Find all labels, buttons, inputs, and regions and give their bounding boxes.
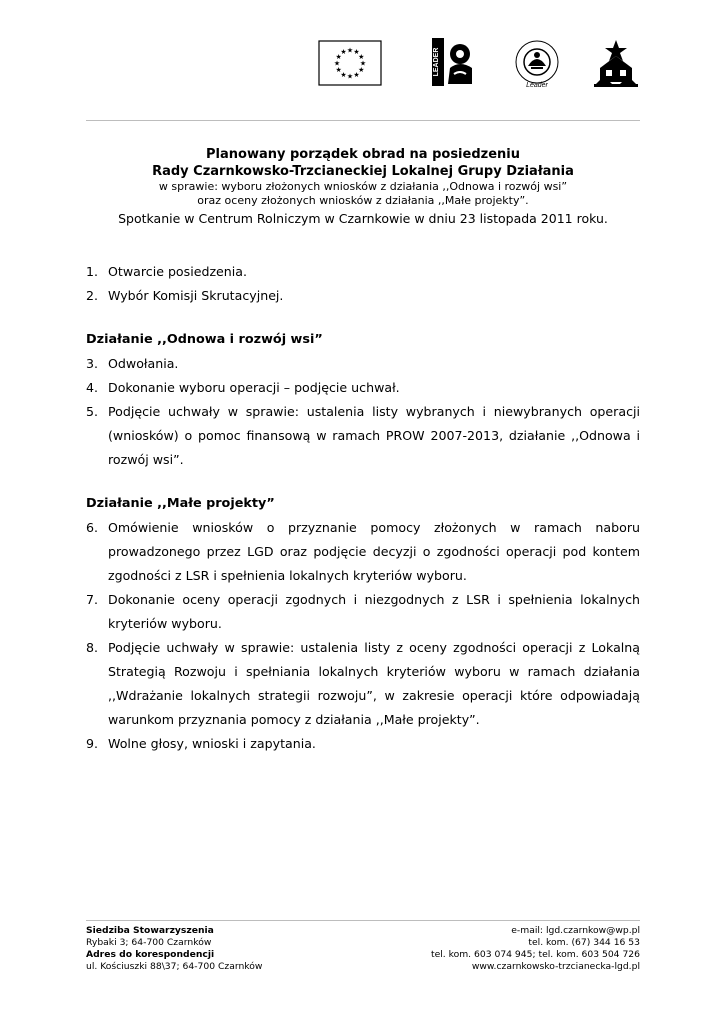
subject-line-2: oraz oceny złożonych wniosków z działania ,,Małe projekty”. <box>197 194 529 207</box>
logo-bar <box>318 38 638 90</box>
list-item: 4. Dokonanie wyboru operacji – podjęcie uchwał. <box>86 380 400 395</box>
leader-vertical-text: LEADER <box>433 47 440 77</box>
mobile-phones: tel. kom. 603 074 945; tel. kom. 603 504 726 <box>430 949 640 960</box>
website-link[interactable]: www.czarnkowsko-trzcianecka-lgd.pl <box>471 961 640 972</box>
subject-line-1: w sprawie: wyboru złożonych wniosków z działania ,,Odnowa i rozwój wsi” <box>158 180 568 193</box>
eu-star-icon: ★ <box>358 66 365 74</box>
list-item: 6. Omówienie wniosków o przyznanie pomocy złożonych w ramach naboru prowadzonego przez LGD oraz podjęcie decyzji o zgodności operacji pod kontem zgodności z LSR i spełnienia lokalnych kryteriów wyboru. <box>86 520 640 583</box>
eu-star-icon: ★ <box>340 70 347 79</box>
leader-logo <box>432 38 478 86</box>
eu-star-icon: ★ <box>346 46 354 55</box>
eu-star-icon: ★ <box>346 72 354 81</box>
eu-star-icon: ★ <box>340 48 347 57</box>
footer-contacts <box>431 925 640 973</box>
list-item: 8. Podjęcie uchwały w sprawie: ustalenia listy z oceny zgodności operacji z Lokalną Strategią Rozwoju i spełniania lokalnych kryteriów wyboru w ramach działania ,,Wdrażanie lokalnych strategii rozwoju”, w zakresie operacji które odpowiadają warunkom przyznania pomocy z działania ,,Małe projekty”. <box>86 640 640 727</box>
list-item: 5. Podjęcie uchwały w sprawie: ustalenia listy wybranych i niewybranych operacji (wniosków) o pomoc finansową w ramach PROW 2007-2013, działanie ,,Odnowa i rozwój wsi”. <box>86 404 640 467</box>
hq-label: Siedziba Stowarzyszenia <box>86 925 214 936</box>
eu-star-icon: ★ <box>335 53 342 61</box>
hq-address: Rybaki 3; 64-700 Czarnków <box>86 937 212 948</box>
eu-flag-logo <box>318 40 382 86</box>
footer-addresses <box>86 925 262 973</box>
agenda-content <box>86 260 640 756</box>
title-line-2: Rady Czarnkowsko-Trzcianeckiej Lokalnej Grupy Działania <box>152 164 574 179</box>
meeting-info: Spotkanie w Centrum Rolniczym w Czarnkowie w dniu 23 listopada 2011 roku. <box>118 211 608 226</box>
section-heading-odnowa: Działanie ,,Odnowa i rozwój wsi” <box>86 332 323 347</box>
correspondence-label: Adres do korespondencji <box>86 949 215 960</box>
section-heading-male-projekty: Działanie ,,Małe projekty” <box>86 496 275 511</box>
eu-star-icon: ★ <box>333 59 341 68</box>
eu-star-icon: ★ <box>359 59 367 68</box>
top-divider <box>86 120 640 121</box>
phone: tel. kom. (67) 344 16 53 <box>528 937 640 948</box>
section1-list <box>86 352 640 472</box>
lgd-round-logo <box>512 38 562 90</box>
eu-star-icon: ★ <box>353 48 360 57</box>
agenda-intro-list <box>86 260 640 308</box>
list-item: 9. Wolne głosy, wnioski i zapytania. <box>86 736 316 751</box>
eu-star-icon: ★ <box>358 53 365 61</box>
list-item: 7. Dokonanie oceny operacji zgodnych i niezgodnych z LSR i spełnienia lokalnych kryteriów wyboru. <box>86 592 640 631</box>
round-logo-text: Leader <box>526 82 548 89</box>
eu-star-icon: ★ <box>335 66 342 74</box>
email[interactable]: e-mail: lgd.czarnkow@wp.pl <box>511 925 640 936</box>
section2-list <box>86 516 640 756</box>
document-header <box>86 146 640 228</box>
eu-star-icon: ★ <box>353 70 360 79</box>
list-item: 3. Odwołania. <box>86 356 179 371</box>
title-line-1: Planowany porządek obrad na posiedzeniu <box>206 147 520 162</box>
star-house-logo <box>594 38 638 88</box>
list-item: 2. Wybór Komisji Skrutacyjnej. <box>86 288 284 303</box>
correspondence-address: ul. Kościuszki 88\37; 64-700 Czarnków <box>86 961 263 972</box>
bottom-divider <box>86 920 640 921</box>
list-item: 1. Otwarcie posiedzenia. <box>86 264 248 279</box>
